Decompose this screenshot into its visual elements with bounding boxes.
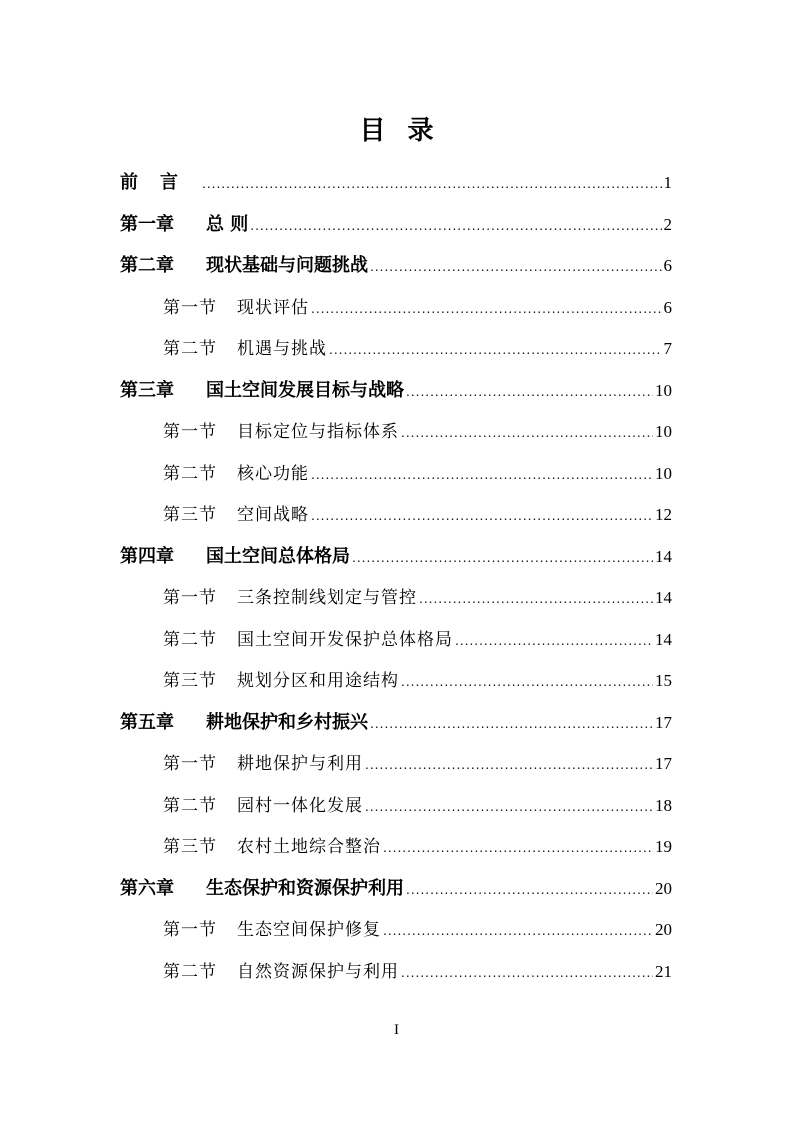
entry-page-number: 7: [663, 339, 672, 358]
dot-leader: [401, 966, 653, 980]
entry-title: 现状基础与问题挑战: [206, 255, 368, 276]
toc-section-entry[interactable]: [163, 417, 672, 445]
entry-title: 总 则: [206, 213, 249, 235]
dot-leader: [401, 675, 653, 689]
entry-label: 第三节: [163, 505, 217, 525]
dot-leader: [329, 343, 662, 357]
toc-section-entry[interactable]: [163, 957, 672, 985]
entry-page-number: 6: [663, 256, 672, 275]
entry-title: 园村一体化发展: [237, 795, 363, 816]
entry-label: 第一节: [163, 754, 217, 774]
entry-title: 国土空间发展目标与战略: [206, 379, 404, 401]
dot-leader: [455, 634, 653, 648]
dot-leader: [370, 260, 662, 274]
entry-label: 第二节: [163, 629, 217, 650]
entry-title: 生态保护和资源保护利用: [206, 877, 404, 899]
entry-page-number: 20: [655, 920, 672, 939]
entry-title: 规划分区和用途结构: [237, 671, 399, 691]
dot-leader: [202, 177, 662, 191]
entry-label: 第一节: [163, 297, 217, 318]
entry-label: 第三章: [120, 379, 174, 401]
entry-page-number: 14: [655, 629, 672, 649]
toc-section-entry[interactable]: [163, 334, 672, 362]
entry-title: 机遇与挑战: [237, 339, 327, 359]
entry-label: 第三节: [163, 837, 217, 857]
dot-leader: [311, 468, 653, 482]
entry-label: 第二节: [163, 961, 217, 982]
entry-title: 目标定位与指标体系: [237, 422, 399, 442]
dot-leader: [250, 219, 661, 233]
entry-label: 第一节: [163, 588, 217, 608]
entry-title: 耕地保护与利用: [237, 754, 363, 774]
toc-section-entry[interactable]: [163, 293, 672, 321]
dot-leader: [406, 385, 653, 399]
dot-leader: [419, 592, 653, 606]
entry-page-number: 1: [663, 173, 672, 192]
entry-page-number: 6: [663, 297, 672, 317]
entry-page-number: 14: [655, 546, 672, 566]
entry-title: 生态空间保护修复: [237, 920, 381, 940]
entry-title: 国土空间开发保护总体格局: [237, 629, 453, 650]
dot-leader: [401, 426, 653, 440]
toc-section-entry[interactable]: [163, 500, 672, 528]
entry-title: 自然资源保护与利用: [237, 961, 399, 982]
page-number: I: [394, 1022, 399, 1038]
toc-section-entry[interactable]: [163, 791, 672, 819]
dot-leader: [383, 841, 653, 855]
entry-page-number: 12: [655, 505, 672, 524]
entry-label: 第二节: [163, 463, 217, 484]
entry-page-number: 14: [655, 588, 672, 607]
toc-chapter-entry[interactable]: [120, 376, 672, 404]
toc-chapter-entry[interactable]: [120, 210, 672, 238]
dot-leader: [352, 551, 653, 565]
dot-leader: [311, 302, 662, 316]
dot-leader: [311, 509, 653, 523]
entry-page-number: 10: [655, 422, 672, 441]
entry-label: 第四章: [120, 545, 174, 567]
entry-label: 第一节: [163, 422, 217, 442]
toc-section-entry[interactable]: [163, 832, 672, 860]
toc-chapter-entry[interactable]: [120, 251, 672, 279]
entry-label: 前言: [120, 172, 200, 193]
entry-title: 耕地保护和乡村振兴: [206, 711, 368, 733]
entry-label: 第三节: [163, 671, 217, 691]
dot-leader: [365, 758, 653, 772]
toc-section-entry[interactable]: [163, 459, 672, 487]
toc-chapter-entry[interactable]: [120, 708, 672, 736]
entry-page-number: 18: [655, 795, 672, 815]
entry-title: 三条控制线划定与管控: [237, 588, 417, 608]
entry-label: 第二章: [120, 255, 174, 276]
entry-page-number: 17: [655, 754, 672, 773]
dot-leader: [365, 800, 653, 814]
entry-label: 第一节: [163, 920, 217, 940]
entry-page-number: 2: [663, 214, 672, 234]
entry-page-number: 21: [655, 961, 672, 981]
toc-section-entry[interactable]: [163, 625, 672, 653]
toc-chapter-entry[interactable]: [120, 542, 672, 570]
toc-section-entry[interactable]: [163, 666, 672, 694]
entry-label: 第二节: [163, 339, 217, 359]
toc-chapter-entry[interactable]: [120, 168, 672, 196]
entry-label: 第五章: [120, 711, 174, 733]
dot-leader: [383, 924, 653, 938]
toc-section-entry[interactable]: [163, 915, 672, 943]
toc-section-entry[interactable]: [163, 749, 672, 777]
entry-page-number: 10: [655, 463, 672, 483]
entry-title: 核心功能: [237, 463, 309, 484]
toc-section-entry[interactable]: [163, 583, 672, 611]
entry-title: 国土空间总体格局: [206, 545, 350, 567]
entry-label: 第一章: [120, 213, 174, 235]
entry-page-number: 20: [655, 878, 672, 898]
entry-title: 空间战略: [237, 505, 309, 525]
entry-label: 第二节: [163, 795, 217, 816]
entry-page-number: 19: [655, 837, 672, 856]
entry-label: 第六章: [120, 877, 174, 899]
entry-title: 现状评估: [237, 297, 309, 318]
entry-page-number: 15: [655, 671, 672, 690]
dot-leader: [406, 883, 653, 897]
toc-title: 目录: [359, 116, 456, 146]
entry-page-number: 17: [655, 712, 672, 732]
toc-chapter-entry[interactable]: [120, 874, 672, 902]
entry-title: 农村土地综合整治: [237, 837, 381, 857]
dot-leader: [370, 717, 653, 731]
entry-page-number: 10: [655, 380, 672, 400]
